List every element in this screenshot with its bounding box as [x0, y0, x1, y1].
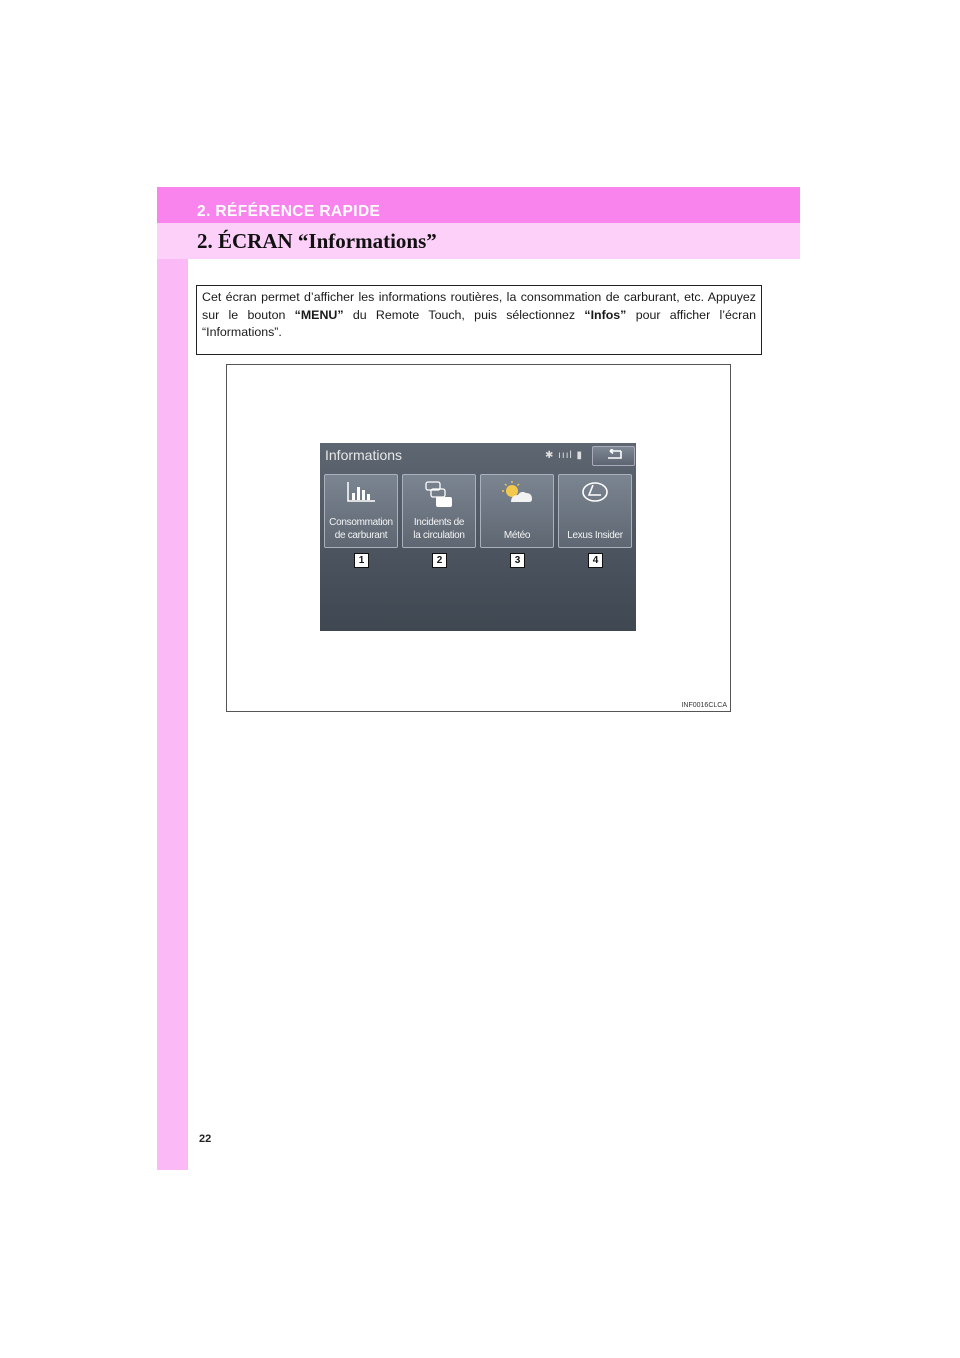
intro-text-3: pour afficher l’écran “Informations”. [202, 307, 756, 340]
lexus-logo-icon [580, 480, 610, 504]
intro-text-1: Cet écran permet d’afficher les informations routières, la consommation de carburant, etc. Appuyez sur le bouton [202, 290, 756, 322]
tile-label-traffic: Incidents de la circulation [413, 517, 465, 541]
page-number: 22 [199, 1133, 212, 1145]
tile-weather[interactable] [480, 474, 554, 548]
intro-menu: “MENU” [294, 307, 344, 322]
intro-text-2: du Remote Touch, puis sélectionnez [343, 307, 585, 322]
weather-icon [497, 480, 537, 506]
tile-label-lexus: Lexus Insider [567, 530, 623, 541]
tile-label-fuel: Consommation de carburant [329, 517, 393, 541]
callout-4: 4 [588, 553, 603, 568]
intro-infos: “Infos” [584, 307, 627, 322]
tile-label-weather: Météo [503, 530, 531, 541]
screen-figure [226, 364, 731, 712]
page-title: 2. ÉCRAN “Informations” [197, 229, 437, 253]
page-side-tab [157, 187, 188, 1170]
bar-chart-icon [345, 480, 377, 504]
screen-title: Informations [325, 447, 403, 463]
traffic-cars-icon [422, 480, 456, 510]
back-button[interactable] [592, 446, 635, 466]
status-icons: ✱ ıııl ▮ [545, 450, 583, 461]
title-header [157, 223, 800, 259]
callout-3: 3 [510, 553, 525, 568]
callout-2: 2 [432, 553, 447, 568]
callout-1: 1 [354, 553, 369, 568]
section-title: 2. RÉFÉRENCE RAPIDE [197, 203, 381, 220]
tile-lexus-insider[interactable] [558, 474, 632, 548]
tile-fuel-consumption[interactable] [324, 474, 398, 548]
figure-code: INF0016CLCA [681, 702, 727, 709]
back-arrow-icon [604, 449, 624, 461]
section-header [157, 187, 800, 223]
informations-screen [320, 443, 636, 631]
intro-box [196, 285, 762, 355]
tile-traffic-incidents[interactable] [402, 474, 476, 548]
